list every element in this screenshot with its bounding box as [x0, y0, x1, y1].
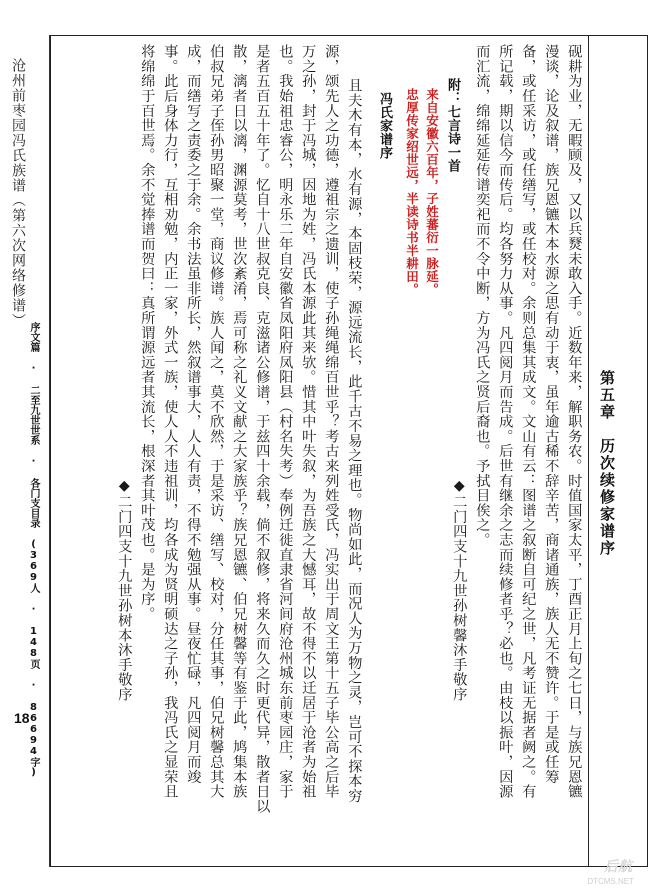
section-title: 序文篇 · 二至九世世系 · 各门支目录 (369人 · 148页 · 86694字): [28, 322, 39, 778]
text-column-3: 备，或任采访，或任缮写，或任校对。余则总集其成文。文山有云：图谱之叙断自可纪之世，凡考证无据者阙之。有: [520, 44, 537, 799]
chapter-title: 第五章 历次续修家谱序: [598, 370, 616, 557]
text-column-13: 成，而缮写之责委之于余。余书法虽非所长，然叙谱事大，人人有责，不得不勉强从事。昼夜忙碌，凡四阅月而竣: [185, 44, 202, 784]
watermark-logo: 后航: [604, 858, 632, 874]
text-column-8: 万之孙，封于冯城，因地为姓，冯氏本源此其来欤。惜其中叶失叙，为吾族之大憾耳，故不得不以迁居于沧者为始祖: [300, 44, 317, 799]
text-column-12: 伯叔兄弟子侄孙男昭聚一堂，商议修谱。族人闻之，莫不欣然，于是采访、缮写、校对，分任其事，伯兄树馨总其大: [208, 44, 225, 799]
text-column-7: 源，颂先人之功德，遵祖宗之遗训，使子孙绳绳绵百世乎？考古来列姓受氏，冯实出于周文王第十五子毕公高之后毕: [323, 44, 340, 799]
watermark: [580, 850, 650, 890]
text-column-10: 是者五百五十年了。忆自十八世叔克良、克滋诸公修谱，于兹四十余载，倘不叙修，将来久而久之时更代异，散者日以: [254, 44, 271, 814]
text-column-9: 也。我始祖忠睿公，明永乐二年自安徽省凤阳府凤阳县（村名失考）奉例迁徙直隶省河间府沧州城东前枣园庄，家于: [277, 44, 294, 799]
poem-line-1: 来自安徽六百年，子姓蕃衍一脉延。: [424, 88, 440, 296]
signature-1: ◆二门四支十九世孙树馨沐手敬序: [451, 478, 468, 702]
text-column-4: 所记载，期以信今而传后。均各努力从事。凡四阅月而告成。后世有继余之志而续修者乎？必也。由枝以振叶，因源: [497, 44, 514, 799]
signature-2: ◆二门四支十九世孙树本沐手敬序: [116, 478, 133, 702]
preface-heading: 冯氏家谱序: [377, 92, 392, 160]
poem-heading: 附：七言诗一首: [445, 78, 460, 173]
text-column-15: 将绵绵于百世焉。余不觉捧谱而贺曰：真所谓源远者其流长，根深者其叶茂也。是为序。: [139, 44, 156, 622]
poem-line-2: 忠厚传家绍世远，半读诗书半耕田。: [404, 88, 420, 296]
text-column-2: 漫谈，论及叙谱，族兄恩镳木本水源之思有动于衷，虽年逾古稀不辞辛苦，商诸通族，族人无不赞许。于是或任筹: [543, 44, 560, 784]
watermark-url: DTCMS.NET: [587, 877, 634, 886]
book-title: 沧州前枣园冯氏族谱（第六次网络修谱）: [10, 58, 26, 328]
text-column-1: 砚耕为业，无暇顾及，又以兵燹未敢入手。近数年来，解职务农。时值国家太平，丁酉正月上旬之七日，与族兄恩镳: [566, 44, 583, 799]
text-column-14: 事。此后身体力行，互相劝勉，内正一家，外式一族，使人人不违祖训，均各成为贤明硕达之子孙，我冯氏之显荣且: [162, 44, 179, 799]
chapter-divider: [588, 35, 589, 867]
text-column-6: 且夫木有本，水有源，本固枝荣，源远流长，此千古不易之理也。物尚如此，而况人为万物之灵，岂可不探本穷: [346, 78, 363, 804]
text-column-5: 而汇流，绵绵延延传谱奕祀而不令中断，方为冯氏之贤后裔也。予拭目俟之。: [474, 44, 491, 548]
text-column-11: 散，漓者日以漓，渊源莫考，世次紊淆，焉可称之礼义文献之大家族乎？族兄恩镳、伯兄树馨等有鉴于此，鸠集本族: [231, 44, 248, 799]
page-number: 18: [14, 710, 30, 726]
